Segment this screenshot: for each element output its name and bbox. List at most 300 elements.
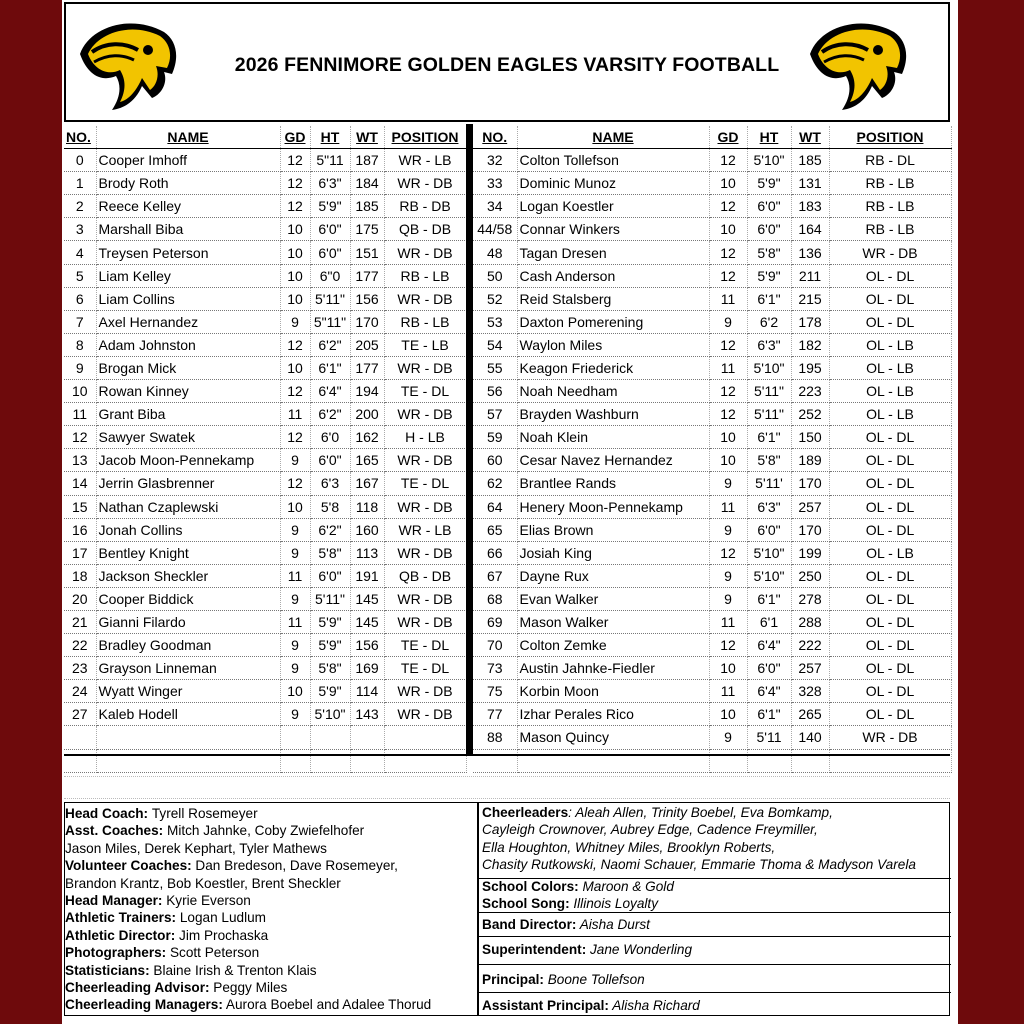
table-row [473, 195, 951, 218]
table-row [64, 356, 466, 379]
player-grade: 10 [280, 264, 310, 287]
player-height: 6'1 [747, 610, 791, 633]
player-weight: 175 [350, 218, 384, 241]
player-name: Marshall Biba [96, 218, 280, 241]
staff-names: Jim Prochaska [175, 927, 269, 943]
player-number: 4 [64, 241, 96, 264]
player-height: 6'0" [747, 657, 791, 680]
table-row [64, 703, 466, 726]
player-position: WR - LB [384, 149, 466, 172]
table-row [473, 726, 951, 749]
player-position: OL - LB [829, 403, 951, 426]
player-weight: 257 [791, 495, 829, 518]
player-height: 6'1" [747, 703, 791, 726]
player-position: RB - LB [829, 172, 951, 195]
player-weight: 278 [791, 587, 829, 610]
player-position: RB - LB [829, 195, 951, 218]
player-name: Dominic Munoz [517, 172, 709, 195]
player-number: 69 [473, 610, 517, 633]
player-grade: 12 [280, 380, 310, 403]
player-weight: 215 [791, 287, 829, 310]
staff-line [65, 840, 475, 857]
player-grade: 10 [709, 172, 747, 195]
player-position: OL - DL [829, 310, 951, 333]
player-position: OL - DL [829, 703, 951, 726]
table-row [473, 149, 951, 172]
col-gd: GD [280, 126, 310, 149]
player-name: Noah Needham [517, 380, 709, 403]
table-row [64, 241, 466, 264]
player-number: 34 [473, 195, 517, 218]
player-position: WR - DB [829, 241, 951, 264]
player-grade: 9 [280, 541, 310, 564]
table-row [473, 380, 951, 403]
player-weight: 160 [350, 518, 384, 541]
player-grade: 10 [280, 241, 310, 264]
player-name: Cooper Biddick [96, 587, 280, 610]
col-no: NO. [64, 126, 96, 149]
player-number: 75 [473, 680, 517, 703]
player-height: 5'11" [747, 380, 791, 403]
table-row [64, 610, 466, 633]
player-number: 11 [64, 403, 96, 426]
player-height: 6'0 [310, 426, 350, 449]
player-number: 27 [64, 703, 96, 726]
player-name: Henery Moon-Pennekamp [517, 495, 709, 518]
player-grade: 12 [280, 333, 310, 356]
staff-role: Statisticians: [65, 962, 150, 978]
col-gd: GD [709, 126, 747, 149]
player-height: 5'11 [747, 726, 791, 749]
table-row [64, 426, 466, 449]
table-row [473, 333, 951, 356]
player-grade: 10 [280, 680, 310, 703]
player-name: Rowan Kinney [96, 380, 280, 403]
player-height: 5'8" [310, 657, 350, 680]
player-weight: 189 [791, 449, 829, 472]
player-grade: 12 [709, 333, 747, 356]
player-grade: 12 [709, 541, 747, 564]
player-height: 6'2 [747, 310, 791, 333]
player-name: Colton Tollefson [517, 149, 709, 172]
player-grade: 10 [280, 287, 310, 310]
player-grade: 10 [280, 356, 310, 379]
col-position: POSITION [829, 126, 951, 149]
school-info [477, 803, 951, 1015]
player-position: OL - DL [829, 518, 951, 541]
player-number: 70 [473, 634, 517, 657]
table-row [64, 472, 466, 495]
player-number: 53 [473, 310, 517, 333]
player-weight: 222 [791, 634, 829, 657]
player-grade: 9 [280, 657, 310, 680]
empty-grid [64, 756, 950, 800]
player-position: WR - DB [384, 703, 466, 726]
player-number: 18 [64, 564, 96, 587]
player-height: 6'0" [747, 218, 791, 241]
player-number: 59 [473, 426, 517, 449]
assistant-principal-value: Alisha Richard [608, 998, 700, 1013]
band-director-value: Aisha Durst [576, 917, 650, 932]
player-grade: 9 [280, 703, 310, 726]
player-position: RB - DL [829, 149, 951, 172]
player-height: 5'8" [747, 241, 791, 264]
table-row [473, 703, 951, 726]
player-position: OL - DL [829, 680, 951, 703]
player-weight: 200 [350, 403, 384, 426]
player-number: 0 [64, 149, 96, 172]
player-position: WR - DB [384, 680, 466, 703]
table-row [64, 564, 466, 587]
player-number: 44/58 [473, 218, 517, 241]
player-number: 6 [64, 287, 96, 310]
table-row [473, 587, 951, 610]
player-name: Colton Zemke [517, 634, 709, 657]
school-song [479, 896, 951, 913]
assistant-principal-label: Assistant Principal: [482, 998, 609, 1013]
player-name: Adam Johnston [96, 333, 280, 356]
player-number: 12 [64, 426, 96, 449]
player-weight: 195 [791, 356, 829, 379]
player-number: 55 [473, 356, 517, 379]
player-position: WR - DB [384, 495, 466, 518]
staff-line [65, 875, 475, 892]
player-number: 48 [473, 241, 517, 264]
table-row [64, 449, 466, 472]
roster-header-row [64, 126, 466, 149]
player-number: 54 [473, 333, 517, 356]
player-weight: 145 [350, 587, 384, 610]
player-grade: 9 [280, 310, 310, 333]
player-height: 5'9" [747, 172, 791, 195]
player-name: Sawyer Swatek [96, 426, 280, 449]
player-weight [350, 726, 384, 749]
player-name: Mason Quincy [517, 726, 709, 749]
player-grade: 9 [709, 518, 747, 541]
coaching-staff [65, 803, 475, 1014]
table-row [64, 495, 466, 518]
table-row [64, 541, 466, 564]
player-position: OL - LB [829, 356, 951, 379]
player-position: OL - DL [829, 426, 951, 449]
player-number: 66 [473, 541, 517, 564]
player-name: Logan Koestler [517, 195, 709, 218]
assistant-principal [479, 993, 951, 1015]
principal-value: Boone Tollefson [543, 972, 645, 987]
player-number: 16 [64, 518, 96, 541]
roster-divider [466, 124, 473, 754]
player-grade: 9 [709, 587, 747, 610]
staff-role: Athletic Trainers: [65, 910, 177, 926]
player-number [64, 726, 96, 749]
player-name: Liam Kelley [96, 264, 280, 287]
player-number: 56 [473, 380, 517, 403]
player-height: 5'8" [310, 541, 350, 564]
roster-title: 2026 FENNIMORE GOLDEN EAGLES VARSITY FOOTBALL [234, 54, 780, 76]
player-grade: 10 [709, 449, 747, 472]
player-grade [280, 726, 310, 749]
player-height: 6'4" [747, 634, 791, 657]
player-height: 5'11" [310, 287, 350, 310]
player-position: OL - DL [829, 264, 951, 287]
cheer-line: Cayleigh Crownover, Aubrey Edge, Cadence Freymiller, [482, 822, 818, 838]
table-row [64, 587, 466, 610]
player-name: Jacob Moon-Pennekamp [96, 449, 280, 472]
player-grade: 12 [709, 264, 747, 287]
player-position [384, 726, 466, 749]
player-number: 3 [64, 218, 96, 241]
player-height: 5'9" [310, 634, 350, 657]
player-grade: 9 [709, 472, 747, 495]
staff-names: Blaine Irish & Trenton Klais [149, 962, 317, 978]
table-row [473, 426, 951, 449]
player-grade: 9 [709, 726, 747, 749]
table-row [64, 657, 466, 680]
cheer-line: Ella Houghton, Whitney Miles, Brooklyn Roberts, [482, 839, 776, 855]
school-colors-value: Maroon & Gold [578, 879, 674, 894]
player-name: Nathan Czaplewski [96, 495, 280, 518]
player-number: 13 [64, 449, 96, 472]
staff-names: Aurora Boebel and Adalee Thorud [222, 997, 432, 1013]
player-number: 64 [473, 495, 517, 518]
player-weight: 170 [350, 310, 384, 333]
player-height: 6'0" [310, 449, 350, 472]
player-grade: 10 [280, 218, 310, 241]
staff-names: Jason Miles, Derek Kephart, Tyler Mathews [65, 840, 327, 856]
player-weight: 184 [350, 172, 384, 195]
table-row [473, 564, 951, 587]
staff-line [65, 822, 475, 839]
player-height: 6'1" [747, 587, 791, 610]
player-grade: 11 [280, 610, 310, 633]
player-grade: 12 [709, 634, 747, 657]
col-ht: HT [747, 126, 791, 149]
player-grade: 12 [280, 195, 310, 218]
staff-role: Cheerleading Managers: [65, 997, 223, 1013]
player-height [310, 726, 350, 749]
table-row [64, 149, 466, 172]
player-grade: 11 [709, 356, 747, 379]
player-weight: 151 [350, 241, 384, 264]
player-height: 5'11" [747, 403, 791, 426]
table-row [64, 680, 466, 703]
player-number: 1 [64, 172, 96, 195]
player-position: OL - DL [829, 610, 951, 633]
player-height: 5'10" [747, 564, 791, 587]
player-weight: 156 [350, 634, 384, 657]
table-row [473, 495, 951, 518]
player-position: OL - DL [829, 495, 951, 518]
player-position: TE - DL [384, 472, 466, 495]
player-weight: 328 [791, 680, 829, 703]
player-weight: 177 [350, 264, 384, 287]
player-weight: 178 [791, 310, 829, 333]
player-grade: 12 [709, 241, 747, 264]
table-row [64, 264, 466, 287]
col-wt: WT [350, 126, 384, 149]
staff-section [64, 802, 950, 1016]
player-position: OL - DL [829, 657, 951, 680]
player-name: Reid Stalsberg [517, 287, 709, 310]
table-row [64, 333, 466, 356]
staff-role: Head Coach: [65, 806, 152, 821]
col-no: NO. [473, 126, 517, 149]
table-row [473, 356, 951, 379]
player-position: OL - DL [829, 449, 951, 472]
player-height: 6'3" [747, 495, 791, 518]
player-weight: 185 [350, 195, 384, 218]
player-grade: 12 [709, 403, 747, 426]
player-name: Cash Anderson [517, 264, 709, 287]
superintendent-value: Jane Wonderling [586, 942, 693, 957]
table-row [64, 218, 466, 241]
player-number: 20 [64, 587, 96, 610]
school-colors-label: School Colors: [482, 879, 579, 894]
player-grade: 12 [709, 149, 747, 172]
player-name: Cooper Imhoff [96, 149, 280, 172]
player-weight: 156 [350, 287, 384, 310]
table-row [473, 541, 951, 564]
player-name: Brody Roth [96, 172, 280, 195]
player-height: 5'10" [747, 149, 791, 172]
player-weight: 114 [350, 680, 384, 703]
staff-line [65, 996, 475, 1013]
player-height: 5'8" [747, 449, 791, 472]
player-number: 24 [64, 680, 96, 703]
player-position: OL - LB [829, 380, 951, 403]
col-name: NAME [96, 126, 280, 149]
player-number: 67 [473, 564, 517, 587]
staff-role: Athletic Director: [65, 927, 176, 943]
player-height: 6'0" [310, 241, 350, 264]
player-weight: 199 [791, 541, 829, 564]
player-position: RB - LB [384, 310, 466, 333]
player-position: WR - DB [384, 172, 466, 195]
principal [479, 965, 951, 993]
player-number: 52 [473, 287, 517, 310]
cheer-line: Chasity Rutkowski, Naomi Schauer, Emmarie Thoma & Madyson Varela [482, 857, 916, 873]
superintendent-label: Superintendent: [482, 942, 587, 957]
col-ht: HT [310, 126, 350, 149]
table-row [473, 610, 951, 633]
staff-role: Head Manager: [65, 893, 163, 909]
player-number: 50 [473, 264, 517, 287]
staff-line [65, 927, 475, 944]
player-number: 17 [64, 541, 96, 564]
table-row [64, 310, 466, 333]
player-height: 5'9" [747, 264, 791, 287]
staff-line [65, 909, 475, 926]
player-name: Brogan Mick [96, 356, 280, 379]
player-name: Jackson Sheckler [96, 564, 280, 587]
player-position: TE - DL [384, 634, 466, 657]
staff-line [65, 857, 475, 874]
player-grade: 10 [709, 657, 747, 680]
player-position: OL - DL [829, 587, 951, 610]
table-row [473, 449, 951, 472]
player-height: 5'9" [310, 195, 350, 218]
player-number: 7 [64, 310, 96, 333]
player-weight: 185 [791, 149, 829, 172]
table-row [64, 172, 466, 195]
staff-names: Brandon Krantz, Bob Koestler, Brent Sheckler [65, 875, 341, 891]
player-weight: 170 [791, 472, 829, 495]
player-weight: 177 [350, 356, 384, 379]
staff-line [65, 805, 475, 822]
staff-line [65, 962, 475, 979]
player-name: Josiah King [517, 541, 709, 564]
player-weight: 288 [791, 610, 829, 633]
player-number: 9 [64, 356, 96, 379]
player-grade: 9 [709, 310, 747, 333]
player-weight: 250 [791, 564, 829, 587]
player-name: Dayne Rux [517, 564, 709, 587]
player-grade: 11 [280, 403, 310, 426]
player-name: Noah Klein [517, 426, 709, 449]
player-weight: 205 [350, 333, 384, 356]
cheer-label: Cheerleaders [482, 805, 569, 820]
player-name: Bentley Knight [96, 541, 280, 564]
player-position: WR - DB [384, 541, 466, 564]
player-number: 21 [64, 610, 96, 633]
player-height: 5'11' [747, 472, 791, 495]
player-position: RB - LB [829, 218, 951, 241]
player-height: 6'3" [747, 333, 791, 356]
player-number: 8 [64, 333, 96, 356]
col-wt: WT [791, 126, 829, 149]
player-position: WR - DB [384, 403, 466, 426]
staff-line [65, 979, 475, 996]
player-name: Jonah Collins [96, 518, 280, 541]
table-row [473, 218, 951, 241]
staff-line [65, 944, 475, 961]
player-grade: 11 [709, 680, 747, 703]
table-row [64, 403, 466, 426]
player-number: 88 [473, 726, 517, 749]
player-position: OL - DL [829, 287, 951, 310]
player-number: 2 [64, 195, 96, 218]
player-weight: 136 [791, 241, 829, 264]
eagle-logo-right [802, 16, 912, 112]
player-name: Daxton Pomerening [517, 310, 709, 333]
player-weight: 182 [791, 333, 829, 356]
player-name: Waylon Miles [517, 333, 709, 356]
player-weight: 162 [350, 426, 384, 449]
table-row [64, 195, 466, 218]
player-number: 33 [473, 172, 517, 195]
roster-header [64, 2, 950, 122]
table-row [473, 287, 951, 310]
player-number: 62 [473, 472, 517, 495]
player-position: WR - DB [384, 356, 466, 379]
player-weight: 150 [791, 426, 829, 449]
player-height: 5'10" [747, 541, 791, 564]
player-name: Liam Collins [96, 287, 280, 310]
player-name: Elias Brown [517, 518, 709, 541]
player-position: OL - LB [829, 541, 951, 564]
staff-names: Dan Bredeson, Dave Rosemeyer, [191, 858, 398, 874]
table-row [473, 172, 951, 195]
player-height: 5'9" [310, 610, 350, 633]
player-position: WR - LB [384, 518, 466, 541]
roster-table-left [64, 126, 467, 773]
player-name: Jerrin Glasbrenner [96, 472, 280, 495]
table-row [473, 634, 951, 657]
player-name: Treysen Peterson [96, 241, 280, 264]
player-weight: 118 [350, 495, 384, 518]
player-weight: 145 [350, 610, 384, 633]
player-weight: 143 [350, 703, 384, 726]
